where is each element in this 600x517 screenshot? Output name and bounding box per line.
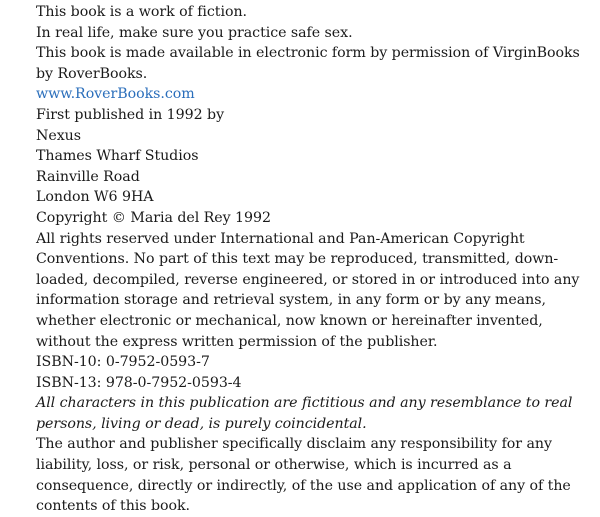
publisher-address-line3: London W6 9HA <box>36 189 154 206</box>
copyright-line: Copyright © Maria del Rey 1992 <box>36 209 271 226</box>
characters-disclaimer: All characters in this publication are fictitious and any resemblance to real persons, living or dead, is purely coincidental. <box>36 395 573 432</box>
publisher-name: Nexus <box>36 127 81 144</box>
isbn-10: ISBN-10: 0-7952-0593-7 <box>36 354 210 371</box>
website-line <box>36 84 592 105</box>
website-link[interactable]: www.RoverBooks.com <box>36 86 195 103</box>
copyright-page <box>36 2 592 517</box>
rights-statement: All rights reserved under International and Pan-American Copyright Conventions. No part of this text may be reproduced, transmitted, down-loaded, decompiled, reverse engineered, or stored in or introduced into any information storage and retrieval system, in any form or by any means, whether electronic or mechanical, now known or hereinafter invented, without the express written permission of the publisher. <box>36 230 580 350</box>
isbn-13: ISBN-13: 978-0-7952-0593-4 <box>36 374 242 391</box>
liability-disclaimer: The author and publisher specifically disclaim any responsibility for any liability, loss, or risk, personal or otherwise, which is incurred as a consequence, directly or indirectly, of the use and application of any of the contents of this book. <box>36 436 571 515</box>
fiction-notice: This book is a work of fiction. <box>36 4 247 20</box>
safe-sex-notice: In real life, make sure you practice safe sex. <box>36 24 353 41</box>
publisher-address-line2: Rainville Road <box>36 168 140 185</box>
publisher-address-line1: Thames Wharf Studios <box>36 148 199 165</box>
first-published: First published in 1992 by <box>36 106 225 123</box>
permission-notice: This book is made available in electronic form by permission of VirginBooks by RoverBooks. <box>36 45 580 82</box>
